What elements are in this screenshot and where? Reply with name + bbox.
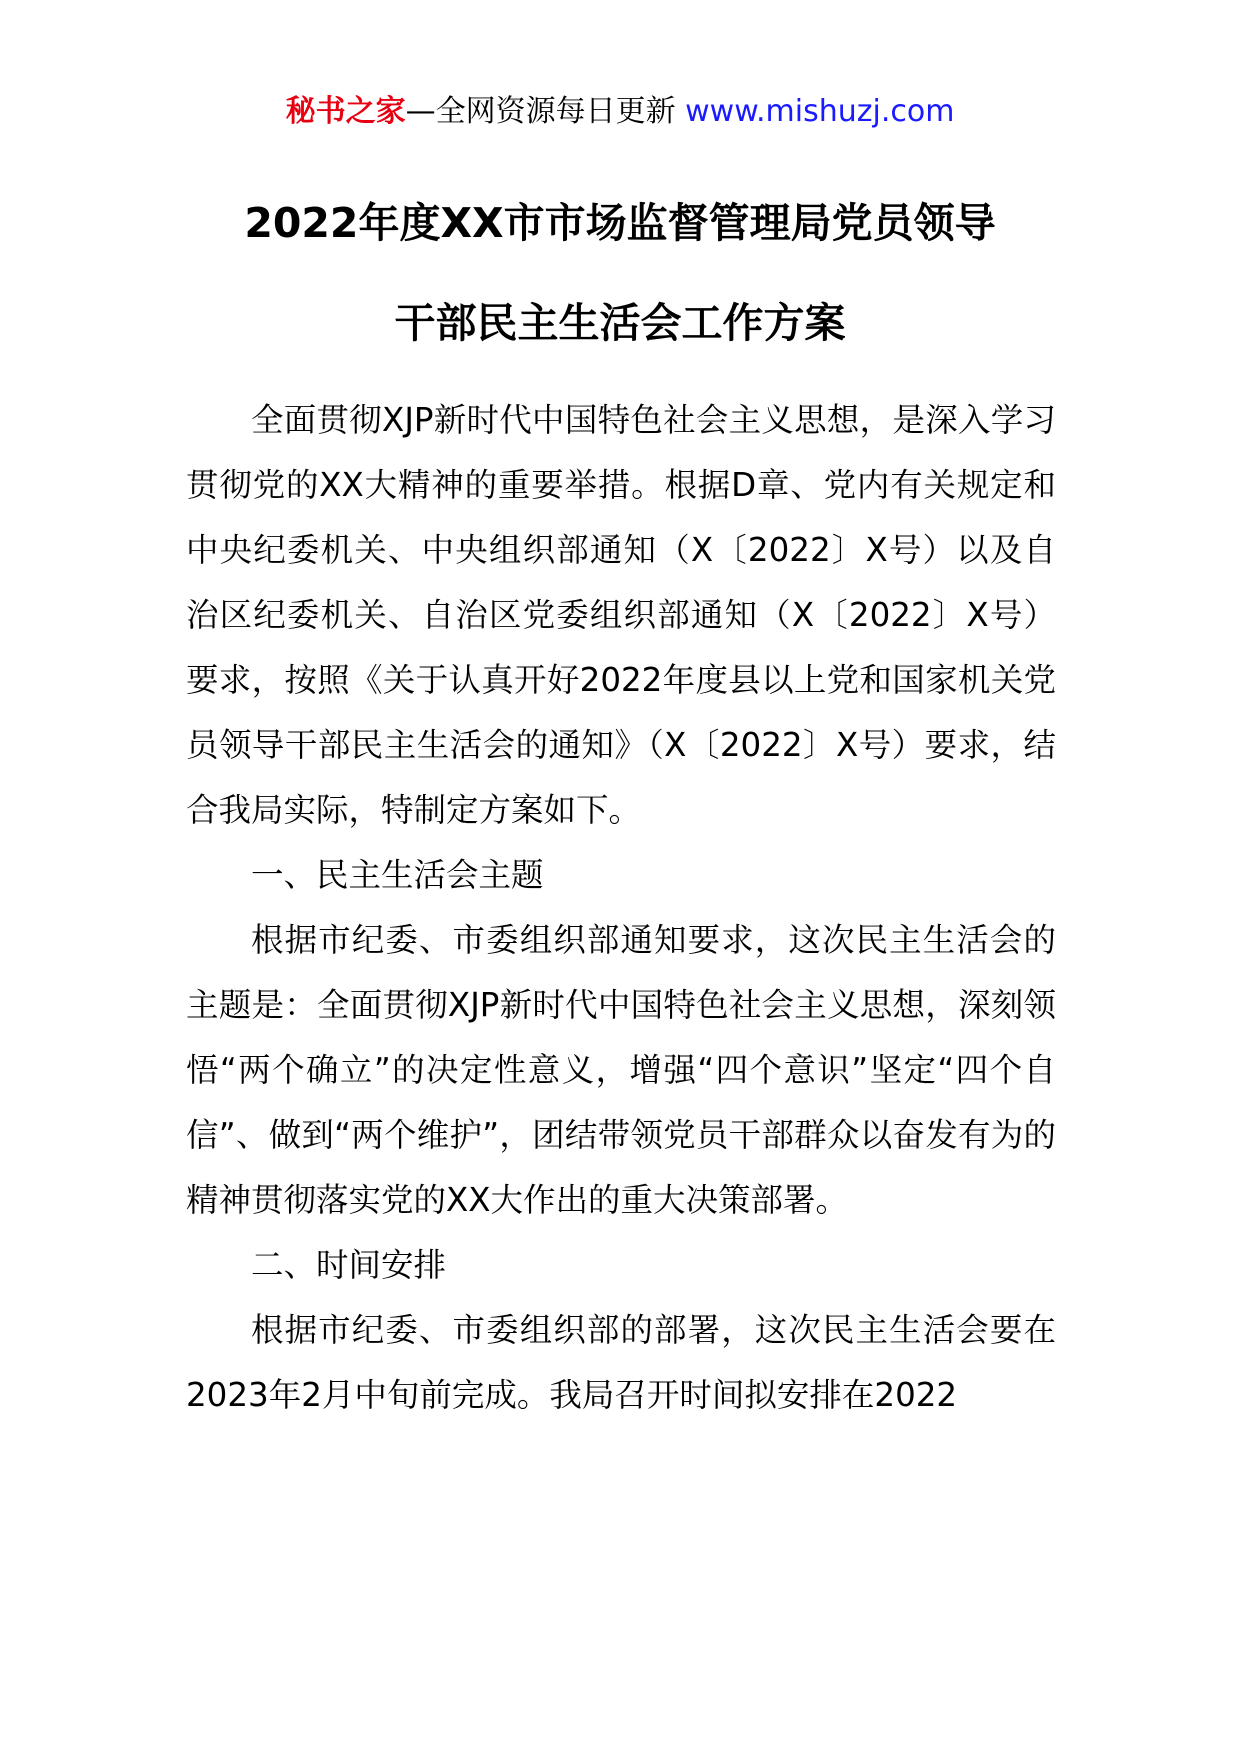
site-brand: 秘书之家 <box>285 94 406 129</box>
section-1-heading: 一、民主生活会主题 <box>251 856 544 894</box>
section-1-paragraph: 根据市纪委、市委组织部通知要求，这次民主生活会的主题是：全面贯彻XJP新时代中国特色社会主义思想，深刻领悟“两个确立”的决定性意义，增强“四个意识”坚定“四个自信”、做到“两个维护”，团结带领党员干部群众以奋发有为的精神贯彻落实党的XX大作出的重大决策部署。 <box>186 921 1056 1219</box>
section-2-heading: 二、时间安排 <box>251 1246 447 1284</box>
site-url-link[interactable]: www.mishuzj.com <box>685 94 955 129</box>
section-2-paragraph: 根据市纪委、市委组织部的部署，这次民主生活会要在2023年2月中旬前完成。我局召开时间拟安排在2022 <box>186 1311 1056 1414</box>
site-header <box>0 92 1240 132</box>
site-tagline: —全网资源每日更新 <box>405 94 676 129</box>
intro-paragraph: 全面贯彻XJP新时代中国特色社会主义思想，是深入学习贯彻党的XX大精神的重要举措。根据D章、党内有关规定和中央纪委机关、中央组织部通知（X〔2022〕X号）以及自治区纪委机关、自治区党委组织部通知（X〔2022〕X号）要求，按照《关于认真开好2022年度县以上党和国家机关党员领导干部民主生活会的通知》（X〔2022〕X号）要求，结合我局实际，特制定方案如下。 <box>186 401 1056 829</box>
document-title-line-2: 干部民主生活会工作方案 <box>394 299 846 347</box>
document-title-line-1: 2022年度XX市市场监督管理局党员领导 <box>244 199 996 247</box>
document-body <box>186 388 1056 1428</box>
